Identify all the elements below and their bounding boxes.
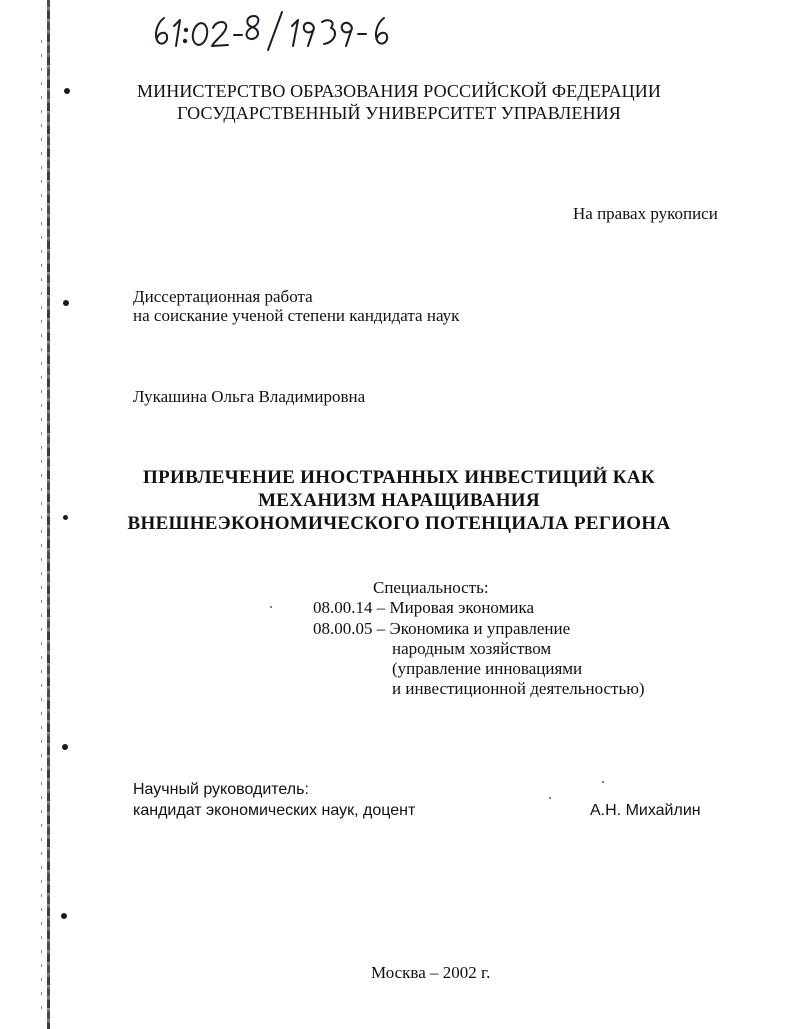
ministry-name: МИНИСТЕРСТВО ОБРАЗОВАНИЯ РОССИЙСКОЙ ФЕДЕРАЦИИ bbox=[137, 81, 661, 101]
author-name: Лукашина Ольга Владимировна bbox=[133, 387, 366, 406]
title-line3: ВНЕШНЕЭКОНОМИЧЕСКОГО ПОТЕНЦИАЛА РЕГИОНА bbox=[127, 513, 671, 534]
punch-hole bbox=[61, 913, 67, 919]
supervisor-name: А.Н. Михайлин bbox=[590, 802, 701, 819]
scan-speck bbox=[549, 797, 551, 799]
punch-hole bbox=[62, 744, 68, 750]
title-line1: ПРИВЛЕЧЕНИЕ ИНОСТРАННЫХ ИНВЕСТИЦИЙ КАК bbox=[143, 467, 655, 488]
city-year: Москва – 2002 г. bbox=[371, 963, 491, 982]
specialty-continuation: (управление инновациями bbox=[392, 659, 583, 678]
archive-number-handwritten bbox=[150, 8, 400, 52]
manuscript-note: На правах рукописи bbox=[573, 204, 718, 223]
work-type-line2: на соискание ученой степени кандидата наук bbox=[133, 306, 460, 325]
work-type-line1: Диссертационная работа bbox=[133, 287, 313, 306]
scan-speck bbox=[602, 781, 604, 783]
supervisor-degree: кандидат экономических наук, доцент bbox=[133, 802, 416, 819]
specialty-item: 08.00.05 – Экономика и управление bbox=[313, 619, 571, 638]
title-line2: МЕХАНИЗМ НАРАЩИВАНИЯ bbox=[258, 490, 540, 511]
scan-speck bbox=[270, 606, 272, 608]
supervisor-label: Научный руководитель: bbox=[133, 781, 309, 798]
specialty-label: Специальность: bbox=[373, 578, 489, 597]
specialty-item: 08.00.14 – Мировая экономика bbox=[313, 598, 534, 617]
university-name: ГОСУДАРСТВЕННЫЙ УНИВЕРСИТЕТ УПРАВЛЕНИЯ bbox=[177, 103, 621, 123]
specialty-continuation: и инвестиционной деятельностью) bbox=[392, 679, 645, 698]
punch-hole bbox=[63, 300, 69, 306]
specialty-continuation: народным хозяйством bbox=[392, 639, 552, 658]
